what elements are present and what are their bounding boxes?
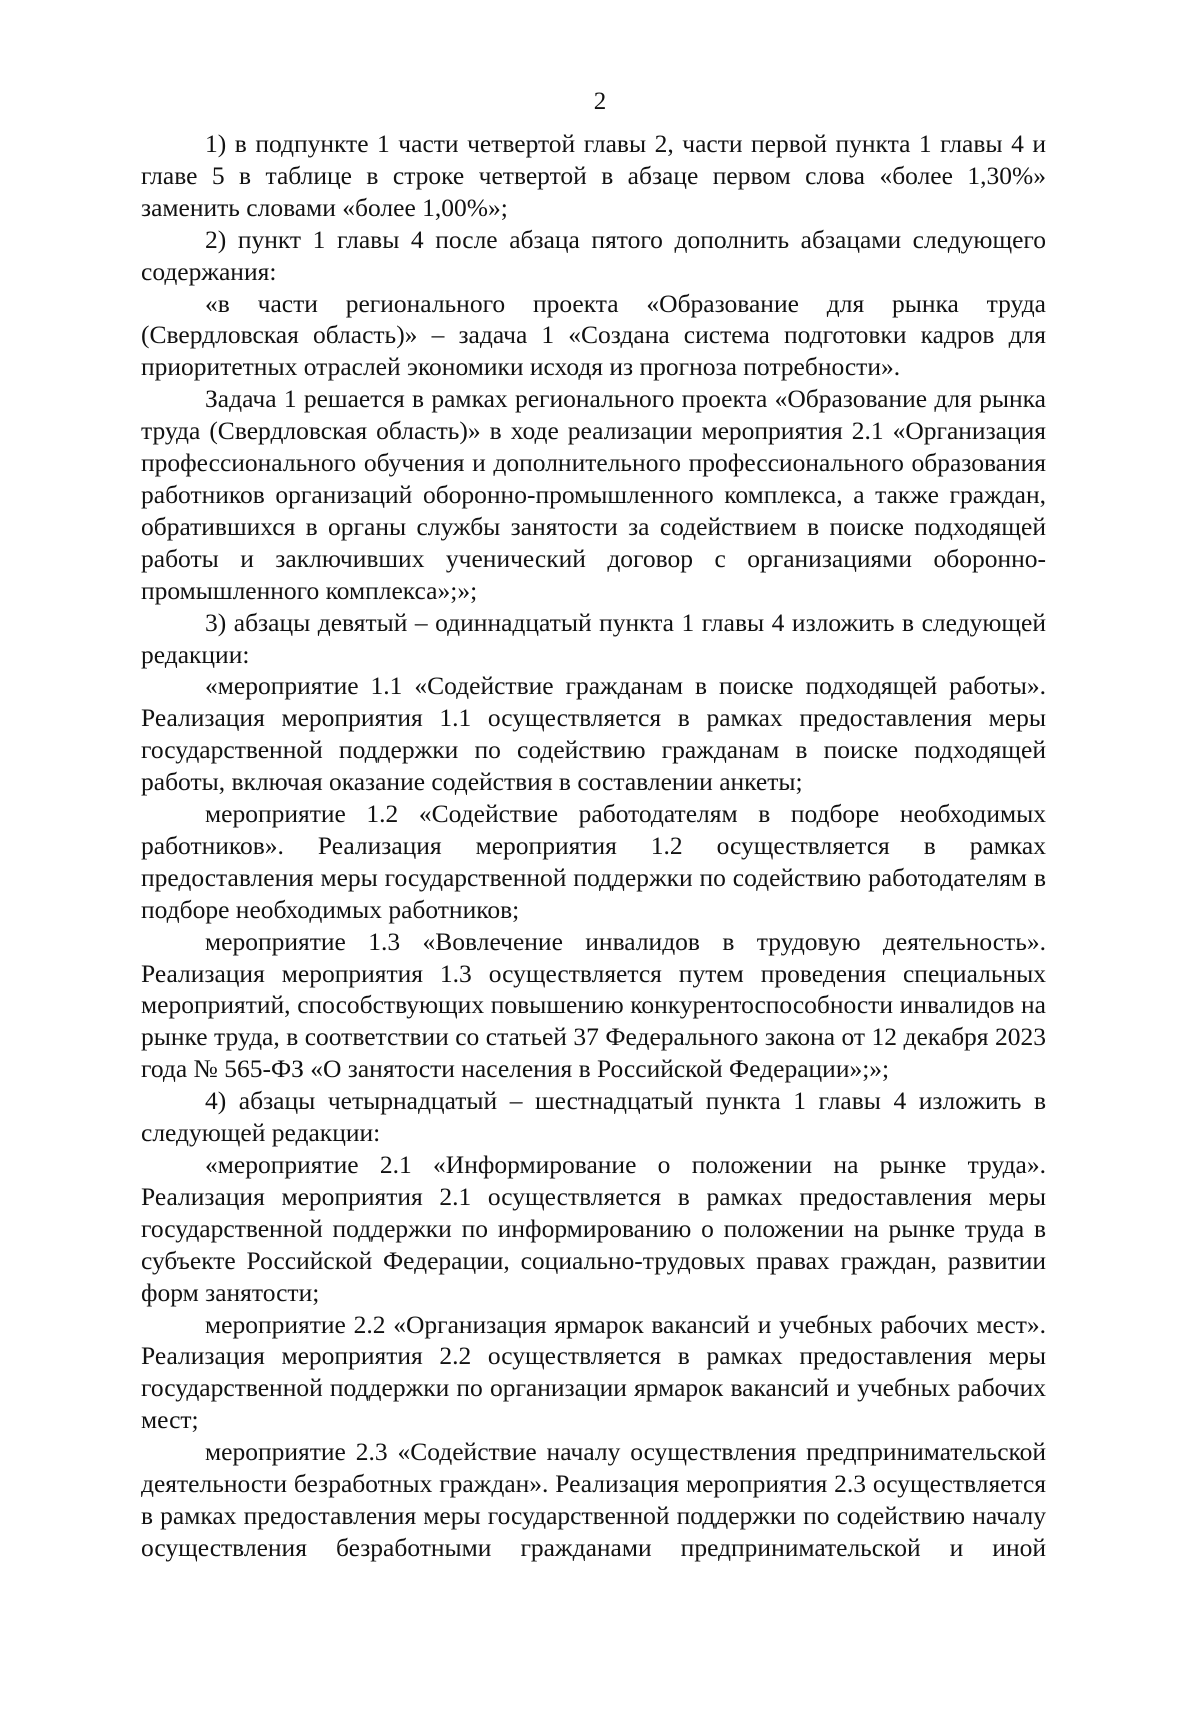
paragraph-2: 2) пункт 1 главы 4 после абзаца пятого дополнить абзацами следующего содержания: <box>141 224 1046 286</box>
paragraph-1: 1) в подпункте 1 части четвертой главы 2, части первой пункта 1 главы 4 и главе 5 в таблице в строке четвертой в абзаце первом слова «более 1,30%» заменить словами «более 1,00%»; <box>141 129 1046 222</box>
paragraph-6: «мероприятие 1.1 «Содействие гражданам в поиске подходящей работы». Реализация мероприятия 1.1 осуществляется в рамках предоставления меры государственной поддержки по содействию гражданам в поиске подходящей работы, включая оказание содействия в составлении анкеты; <box>141 671 1046 797</box>
paragraph-11: мероприятие 2.2 «Организация ярмарок вакансий и учебных рабочих мест». Реализация мероприятия 2.2 осуществляется в рамках предоставления меры государственной поддержки по организации ярмарок вакансий и учебных рабочих мест; <box>141 1309 1046 1435</box>
paragraph-12: мероприятие 2.3 «Содействие началу осуществления предпринимательской деятельности безработных граждан». Реализация мероприятия 2.3 осуществляется в рамках предоставления меры государственной поддержки по содействию началу осуществления безработными гражданами предпринимательской и иной <box>141 1437 1046 1562</box>
paragraph-7: мероприятие 1.2 «Содействие работодателям в подборе необходимых работников». Реализация мероприятия 1.2 осуществляется в рамках предоставления меры государственной поддержки по содействию работодателям в подборе необходимых работников; <box>141 799 1046 924</box>
paragraph-9: 4) абзацы четырнадцатый – шестнадцатый пункта 1 главы 4 изложить в следующей редакции: <box>141 1086 1046 1148</box>
paragraph-4: Задача 1 решается в рамках регионального проекта «Образование для рынка труда (Свердловская область)» в ходе реализации мероприятия 2.1 «Организация профессионального обучения и дополнительного профессионального образования работников организаций оборонно-промышленного комплекса, а также граждан, обратившихся в органы службы занятости за содействием в поиске подходящей работы и заключивших ученический договор с организациями оборонно-промышленного комплекса»;»; <box>141 384 1046 605</box>
page-number: 2 <box>593 88 607 115</box>
paragraph-5: 3) абзацы девятый – одиннадцатый пункта 1 главы 4 изложить в следующей редакции: <box>141 607 1046 669</box>
paragraph-8: мероприятие 1.3 «Вовлечение инвалидов в трудовую деятельность». Реализация мероприятия 1.3 осуществляется путем проведения специальных мероприятий, способствующих повышению конкурентоспособности инвалидов на рынке труда, в соответствии со статьей 37 Федерального закона от 12 декабря 2023 года № 565-ФЗ «О занятости населения в Российской Федерации»;»; <box>141 926 1046 1084</box>
paragraph-3: «в части регионального проекта «Образование для рынка труда (Свердловская область)» – задача 1 «Создана система подготовки кадров для приоритетных отраслей экономики исходя из прогноза потребности». <box>141 288 1046 382</box>
document-body <box>141 128 1046 1564</box>
paragraph-10: «мероприятие 2.1 «Информирование о положении на рынке труда». Реализация мероприятия 2.1 осуществляется в рамках предоставления меры государственной поддержки по информированию о положении на рынке труда в субъекте Российской Федерации, социально-трудовых правах граждан, развитии форм занятости; <box>141 1150 1046 1307</box>
